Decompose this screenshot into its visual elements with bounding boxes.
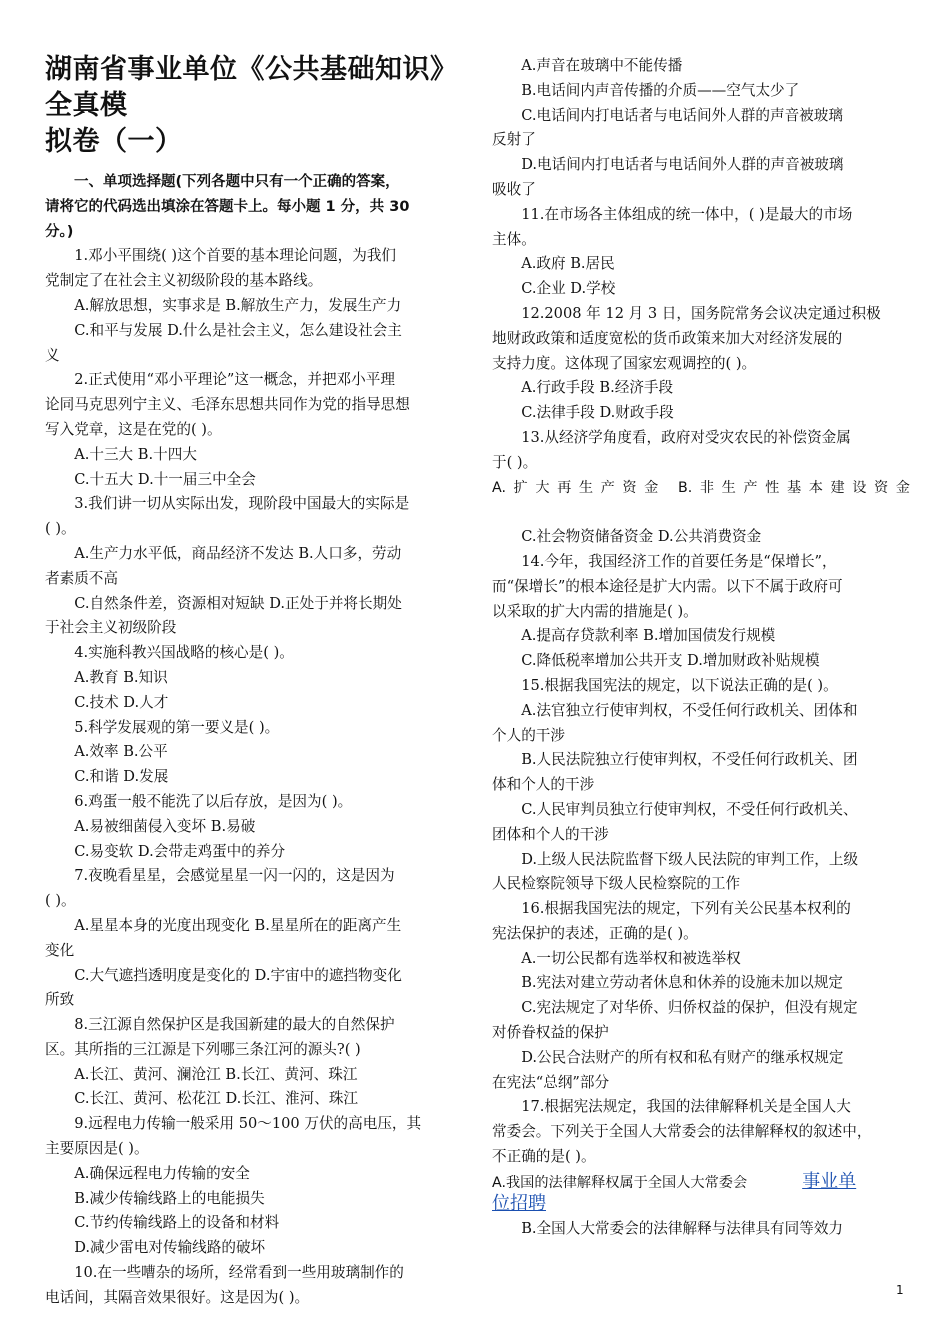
text-line: B.人民法院独立行使审判权，不受任何行政机关、团 xyxy=(521,751,858,769)
text-line: C.大气遮挡透明度是变化的 D.宇宙中的遮挡物变化 xyxy=(74,966,402,984)
text-line: 12.2008 年 12 月 3 日，国务院常务会议决定通过积极 xyxy=(521,304,881,322)
text-line: A.行政手段 B.经济手段 xyxy=(521,379,674,397)
text-line: C.法律手段 D.财政手段 xyxy=(521,404,674,422)
text-line: 变化 xyxy=(45,941,75,959)
left-column xyxy=(45,52,461,1311)
text-line: A.声音在玻璃中不能传播 xyxy=(521,57,683,74)
text-line: 4.实施科教兴国战略的核心是( )。 xyxy=(74,644,294,662)
document-title xyxy=(45,52,461,160)
text-line: 者素质不高 xyxy=(45,569,118,587)
text-line: C.人民审判员独立行使审判权，不受任何行政机关、 xyxy=(521,800,858,818)
text-line: C.和谐 D.发展 xyxy=(74,768,169,786)
question-17-option-a-row xyxy=(492,1170,910,1218)
text-line: B.电话间内声音传播的介质——空气太少了 xyxy=(521,81,800,99)
text-line: 电话间，其隔音效果很好。这是因为( )。 xyxy=(45,1288,310,1306)
recruitment-link-continued[interactable]: 位招聘 xyxy=(492,1192,546,1214)
text-line: C.企业 D.学校 xyxy=(521,280,616,298)
text-line: C.自然条件差，资源相对短缺 D.正处于并将长期处 xyxy=(74,594,402,612)
text-line: 11.在市场各主体组成的统一体中，( )是最大的市场 xyxy=(521,205,853,223)
title-line-1: 湖南省事业单位《公共基础知识》全真模 xyxy=(45,54,458,121)
text-line: 9.远程电力传输一般采用 50～100 万伏的高电压，其 xyxy=(74,1115,422,1133)
text-line: 主要原因是( )。 xyxy=(45,1140,149,1158)
text-line: 16.根据我国宪法的规定，下列有关公民基本权利的 xyxy=(521,900,851,918)
right-column xyxy=(492,54,910,1242)
text-line: C.易变软 D.会带走鸡蛋中的养分 xyxy=(74,842,286,860)
text-line: B.宪法对建立劳动者休息和休养的设施未加以规定 xyxy=(521,974,844,992)
text-line: ( )。 xyxy=(45,892,76,910)
text-line: A.星星本身的光度出现变化 B.星星所在的距离产生 xyxy=(74,916,402,934)
text-line: A.法官独立行使审判权，不受任何行政机关、团体和 xyxy=(521,701,858,719)
text-line: 15.根据我国宪法的规定，以下说法正确的是( )。 xyxy=(521,676,838,694)
text-line: A.提高存贷款利率 B.增加国债发行规模 xyxy=(521,627,776,645)
text-line: A.易被细菌侵入变坏 B.易破 xyxy=(74,817,256,835)
text-line: 5.科学发展观的第一要义是( )。 xyxy=(74,718,280,736)
text-line: C.节约传输线路上的设备和材料 xyxy=(74,1214,280,1232)
text-line: A.效率 B.公平 xyxy=(74,743,168,761)
text-line: 对侨眷权益的保护 xyxy=(492,1024,609,1042)
text-line: 6.鸡蛋一般不能洗了以后存放，是因为( )。 xyxy=(74,792,353,810)
text-line: C.技术 D.人才 xyxy=(74,693,169,711)
text-line: 7.夜晚看星星，会感觉星星一闪一闪的，这是因为 xyxy=(74,867,395,885)
text-line: D.上级人民法院监督下级人民法院的审判工作，上级 xyxy=(521,850,859,868)
section-heading-line: 一、单项选择题(下列各题中只有一个正确的答案， xyxy=(74,174,400,190)
text-line: A.扩大再生产资金 B.非生产性基本建设资金 xyxy=(492,479,910,496)
section-heading-line: 请将它的代码选出填涂在答题卡上。每小题 1 分，共 30 xyxy=(45,198,410,215)
text-line: A.确保远程电力传输的安全 xyxy=(74,1164,250,1182)
text-line: C.十五大 D.十一届三中全会 xyxy=(74,470,256,488)
section-heading-line: 分。) xyxy=(45,223,74,240)
text-line: 8.三江源自然保护区是我国新建的最大的自然保护 xyxy=(74,1016,395,1034)
text-line: 体和个人的干涉 xyxy=(492,776,595,794)
text-line: 写入党章，这是在党的( )。 xyxy=(45,420,222,438)
text-line: C.和平与发展 D.什么是社会主义，怎么建设社会主 xyxy=(74,321,402,339)
text-line: 党制定了在社会主义初级阶段的基本路线。 xyxy=(45,272,323,290)
text-line: 团体和个人的干涉 xyxy=(492,825,609,843)
text-line: C.宪法规定了对华侨、归侨权益的保护，但没有规定 xyxy=(521,999,858,1017)
text-line: 以采取的扩大内需的措施是( )。 xyxy=(492,602,698,620)
text-line: 3.我们讲一切从实际出发，现阶段中国最大的实际是 xyxy=(74,495,410,513)
text-line: A.教育 B.知识 xyxy=(74,668,168,686)
text-line: A.生产力水平低，商品经济不发达 B.人口多，劳动 xyxy=(74,544,402,562)
text-line: 2.正式使用“邓小平理论”这一概念，并把邓小平理 xyxy=(74,371,395,389)
text-line: 于( )。 xyxy=(492,453,538,471)
text-line: 吸收了 xyxy=(492,180,536,198)
text-line: 宪法保护的表述，正确的是( )。 xyxy=(492,924,698,942)
section-heading xyxy=(45,170,461,244)
text-line: B.减少传输线路上的电能损失 xyxy=(74,1189,265,1207)
text-line: A.一切公民都有选举权和被选举权 xyxy=(521,949,741,967)
text-line: 17.根据宪法规定，我国的法律解释机关是全国人大 xyxy=(521,1098,851,1116)
text-line: D.公民合法财产的所有权和私有财产的继承权规定 xyxy=(521,1048,844,1066)
text-line xyxy=(492,500,910,525)
page-number: 1 xyxy=(896,1283,904,1297)
text-line: A.政府 B.居民 xyxy=(521,255,615,273)
text-line: 个人的干涉 xyxy=(492,726,565,744)
question-17-option-b: B.全国人大常委会的法律解释与法律具有同等效力 xyxy=(521,1220,844,1238)
text-line: 义 xyxy=(45,346,60,364)
text-line: 支持力度。这体现了国家宏观调控的( )。 xyxy=(492,354,757,372)
text-line: D.减少雷电对传输线路的破坏 xyxy=(74,1239,266,1257)
text-line: A.长江、黄河、澜沧江 B.长江、黄河、珠江 xyxy=(74,1065,358,1083)
text-line: 在宪法“总纲”部分 xyxy=(492,1073,610,1091)
text-line: C.降低税率增加公共开支 D.增加财政补贴规模 xyxy=(521,652,820,670)
text-line: 所致 xyxy=(45,991,75,1009)
text-line: ( )。 xyxy=(45,520,76,538)
text-line: 主体。 xyxy=(492,230,536,248)
text-line: A.十三大 B.十四大 xyxy=(74,445,197,463)
recruitment-link[interactable]: 事业单 xyxy=(802,1170,857,1192)
right-question-list xyxy=(492,54,910,1170)
title-line-2: 拟卷（一） xyxy=(45,126,183,157)
text-line: 论同马克思列宁主义、毛泽东思想共同作为党的指导思想 xyxy=(45,396,410,414)
text-line: C.长江、黄河、松花江 D.长江、淮河、珠江 xyxy=(74,1090,359,1108)
text-line: 1.邓小平围绕( )这个首要的基本理论问题，为我们 xyxy=(74,247,397,265)
text-line: 反射了 xyxy=(492,131,536,149)
text-line: 人民检察院领导下级人民检察院的工作 xyxy=(492,875,741,893)
text-line: 10.在一些嘈杂的场所，经常看到一些用玻璃制作的 xyxy=(74,1264,404,1282)
text-line: 不正确的是( )。 xyxy=(492,1148,596,1166)
text-line: 于社会主义初级阶段 xyxy=(45,619,177,637)
text-line: C.社会物资储备资金 D.公共消费资金 xyxy=(521,528,762,546)
left-question-list xyxy=(45,244,461,1310)
text-line: 而“保增长”的根本途径是扩大内需。以下不属于政府可 xyxy=(492,577,843,595)
text-line: D.电话间内打电话者与电话间外人群的声音被玻璃 xyxy=(521,156,844,174)
question-17-option-a: A.我国的法律解释权属于全国人大常委会 xyxy=(492,1174,748,1191)
text-line: C.电话间内打电话者与电话间外人群的声音被玻璃 xyxy=(521,106,843,124)
text-line: 13.从经济学角度看，政府对受灾农民的补偿资金属 xyxy=(521,428,851,446)
text-line: 地财政政策和适度宽松的货币政策来加大对经济发展的 xyxy=(492,329,843,347)
text-line: 14.今年，我国经济工作的首要任务是“保增长”， xyxy=(521,552,837,570)
text-line: A.解放思想，实事求是 B.解放生产力，发展生产力 xyxy=(74,296,402,314)
text-line: 区。其所指的三江源是下列哪三条江河的源头?( ) xyxy=(45,1040,361,1058)
text-line: 常委会。下列关于全国人大常委会的法律解释权的叙述中， xyxy=(492,1123,872,1141)
